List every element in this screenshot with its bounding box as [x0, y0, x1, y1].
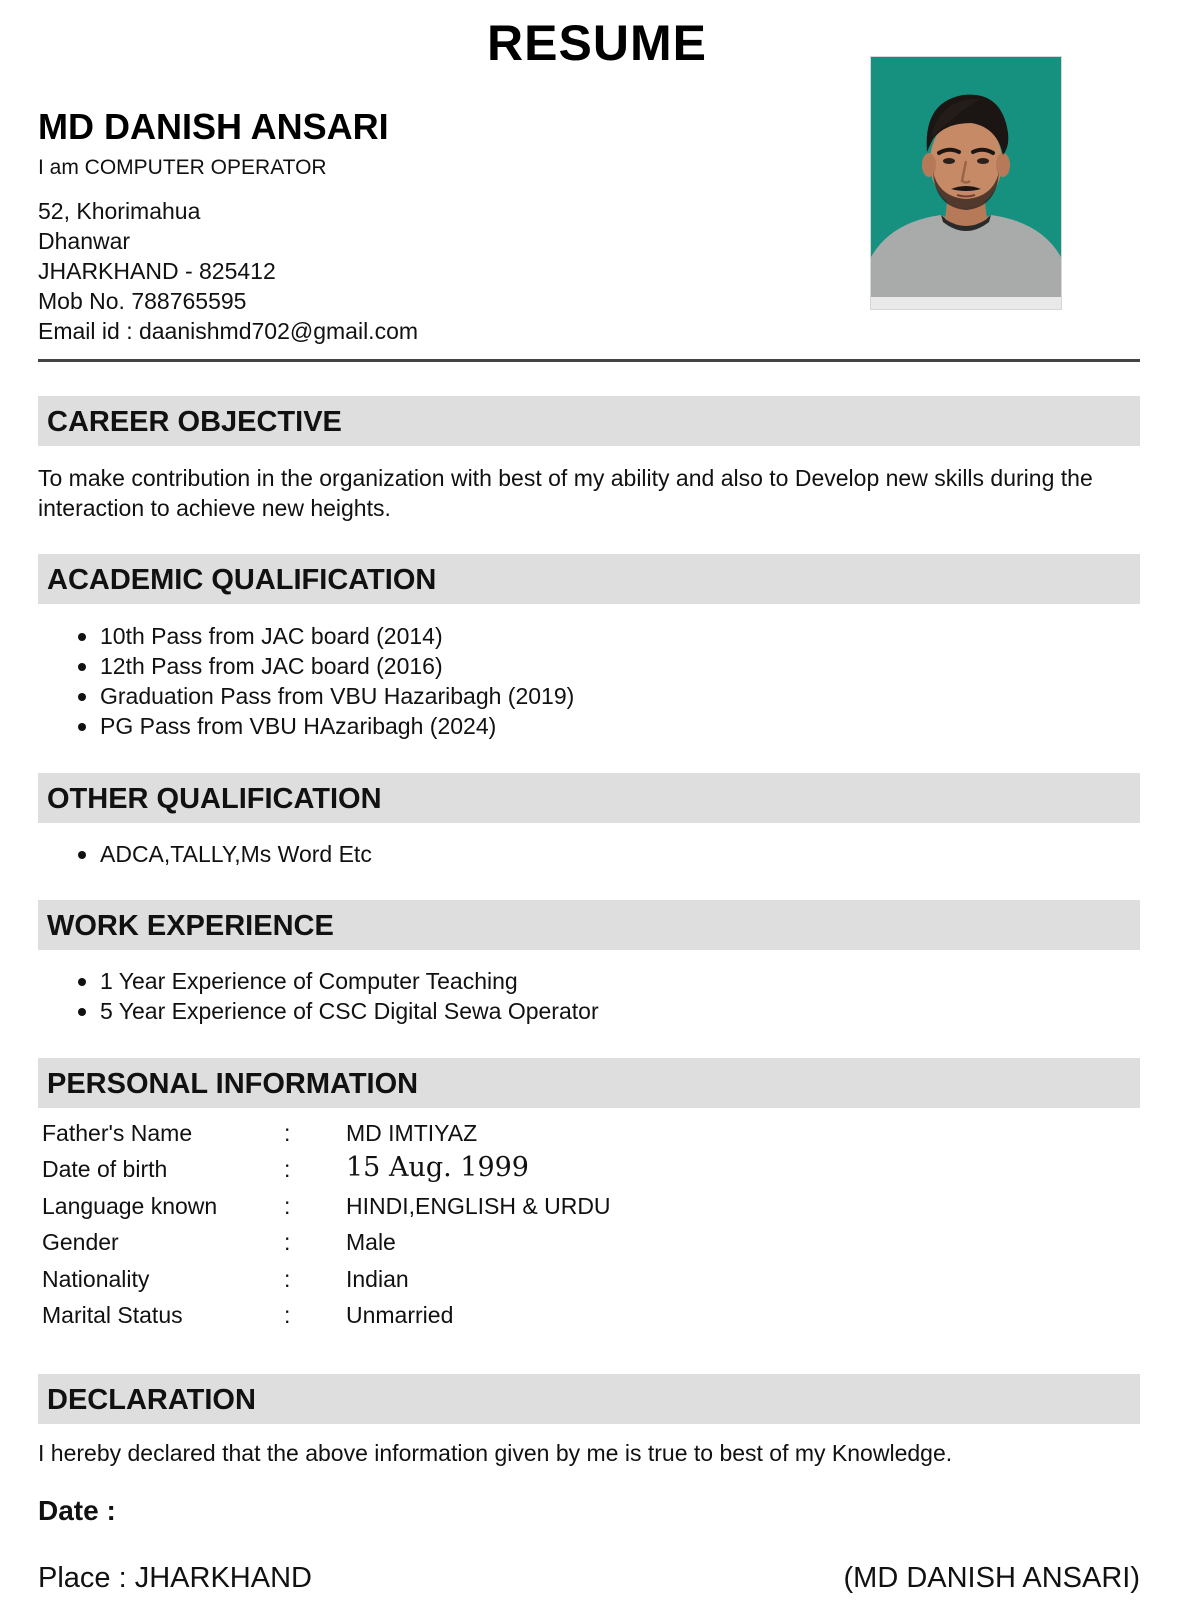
languages-value: HINDI,ENGLISH & URDU: [346, 1192, 611, 1219]
personal-info-row: [42, 1152, 942, 1192]
address-line: JHARKHAND - 825412: [38, 258, 276, 284]
marital-status-value: Unmarried: [346, 1301, 454, 1328]
email-address: Email id : daanishmd702@gmail.com: [38, 318, 419, 344]
career-objective-text: To make contribution in the organization with best of my ability and also to Develop new skills during the interaction to achieve new heights.: [38, 465, 1093, 521]
list-item: ADCA,TALLY,Ms Word Etc: [76, 839, 372, 869]
personal-info-row: [42, 1266, 942, 1302]
place-line: Place : JHARKHAND: [38, 1562, 312, 1594]
personal-info-row: [42, 1193, 942, 1229]
section-heading-label: DECLARATION: [47, 1384, 256, 1416]
personal-info-row: [42, 1120, 942, 1156]
section-heading-work-experience: [38, 900, 1140, 950]
personal-info-separator: :: [284, 1229, 291, 1256]
personal-info-label: Nationality: [42, 1265, 150, 1292]
list-item: Graduation Pass from VBU Hazaribagh (2019): [76, 681, 574, 711]
personal-info-label: Father's Name: [42, 1120, 193, 1146]
section-heading-label: OTHER QUALIFICATION: [47, 783, 382, 815]
list-item: 12th Pass from JAC board (2016): [76, 651, 574, 681]
signature-name: (MD DANISH ANSARI): [843, 1562, 1140, 1594]
fathers-name-value: MD IMTIYAZ: [346, 1120, 478, 1146]
personal-info-separator: :: [284, 1301, 291, 1328]
personal-info-label: Date of birth: [42, 1156, 168, 1183]
section-heading-academic-qualification: [38, 554, 1140, 604]
personal-info-label: Marital Status: [42, 1301, 183, 1328]
contact-address: [38, 196, 418, 346]
personal-info-separator: :: [284, 1265, 291, 1292]
section-heading-label: WORK EXPERIENCE: [47, 910, 334, 942]
personal-info-separator: :: [284, 1120, 291, 1146]
personal-information-table: [42, 1120, 942, 1338]
profile-photo: [870, 56, 1062, 310]
personal-info-row: [42, 1229, 942, 1265]
list-item: 10th Pass from JAC board (2014): [76, 621, 574, 651]
academic-qualification-list: [76, 621, 574, 741]
address-line: 52, Khorimahua: [38, 198, 201, 224]
list-item: 1 Year Experience of Computer Teaching: [76, 966, 599, 996]
date-of-birth-value: 15 Aug. 1999: [346, 1152, 529, 1184]
personal-info-separator: :: [284, 1156, 291, 1183]
gender-value: Male: [346, 1229, 396, 1256]
section-heading-other-qualification: [38, 773, 1140, 823]
section-heading-career-objective: [38, 396, 1140, 446]
profile-photo-illustration: [871, 57, 1061, 309]
personal-info-label: Gender: [42, 1229, 119, 1256]
section-heading-personal-information: [38, 1058, 1140, 1108]
mobile-number: Mob No. 788765595: [38, 288, 247, 314]
address-line: Dhanwar: [38, 228, 131, 254]
nationality-value: Indian: [346, 1265, 409, 1292]
candidate-name: MD DANISH ANSARI: [38, 106, 389, 147]
personal-info-separator: :: [284, 1192, 291, 1219]
header-divider: [38, 359, 1140, 362]
list-item: 5 Year Experience of CSC Digital Sewa Operator: [76, 996, 599, 1026]
candidate-role: I am COMPUTER OPERATOR: [38, 156, 327, 179]
work-experience-list: [76, 966, 599, 1026]
section-heading-label: CAREER OBJECTIVE: [47, 406, 342, 438]
personal-info-row: [42, 1302, 942, 1338]
other-qualification-list: [76, 839, 372, 869]
section-heading-label: ACADEMIC QUALIFICATION: [47, 564, 437, 596]
personal-info-label: Language known: [42, 1192, 218, 1219]
section-heading-label: PERSONAL INFORMATION: [47, 1068, 419, 1100]
date-label: Date :: [38, 1495, 116, 1526]
section-heading-declaration: [38, 1374, 1140, 1424]
declaration-text: I hereby declared that the above information given by me is true to best of my Knowledge.: [38, 1440, 953, 1466]
document-title: RESUME: [487, 15, 707, 71]
list-item: PG Pass from VBU HAzaribagh (2024): [76, 711, 574, 741]
